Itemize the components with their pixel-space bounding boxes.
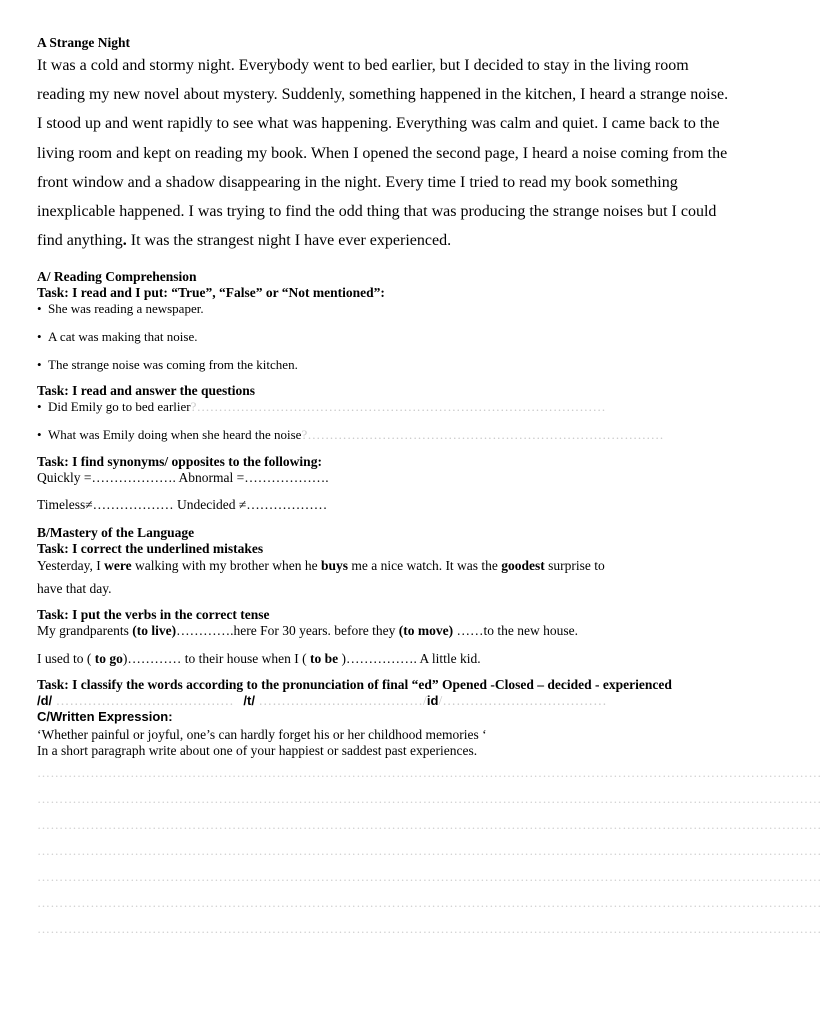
true-false-statement: She was reading a newspaper. <box>48 301 204 317</box>
section-a-heading: A/ Reading Comprehension <box>37 269 197 285</box>
sentence-text: )………… to their house when I ( <box>122 651 310 667</box>
story-period: . <box>122 232 127 250</box>
story-text: It was a cold and stormy night. Everybody went to bed earlier, but I decided to stay in the living room reading my new novel about mystery. Suddenly, something happened in the kitchen, I heard a strange noise. I stood up and went rapidly to see what was happening. Everything was calm and quiet. I came back to the living room and kept on reading my book. When I opened the second page, I heard a noise coming from the front window and a shadow disappearing in the night. Every time I tried to read my book something inexplicable happened. I was trying to find the odd thing that was producing the strange noises but I could find anything <box>37 57 729 250</box>
writing-instruction: In a short paragraph write about one of your happiest or saddest past experiences. <box>37 743 478 759</box>
task-questions-heading: Task: I read and answer the questions <box>37 383 256 399</box>
story-paragraph <box>37 51 731 255</box>
true-false-statement: A cat was making that noise. <box>48 329 198 345</box>
question-text: What was Emily doing when she heard the noise <box>48 427 302 443</box>
task-ed-pronunciation-heading: Task: I classify the words according to the pronunciation of final “ed” Opened -Closed – decided - experienced <box>37 677 672 693</box>
mistakes-sentence <box>37 557 731 575</box>
true-false-item <box>37 301 731 317</box>
writing-line[interactable]: …………………………………………………………………………………………………………………………………………………………… <box>37 895 822 911</box>
task-tense-heading: Task: I put the verbs in the correct tense <box>37 607 270 623</box>
sentence-text: ………….here For 30 years. before they <box>176 623 399 639</box>
writing-area[interactable] <box>37 765 822 937</box>
synonyms-row-2: Timeless≠……………… Undecided ≠……………… <box>37 497 328 513</box>
verb-prompt: (to live) <box>132 623 177 639</box>
section-b-heading: B/Mastery of the Language <box>37 525 195 541</box>
answer-line[interactable]: ?……………………………………………………………………… <box>301 427 664 443</box>
id-sound-answer[interactable]: /……………………………… <box>438 693 607 709</box>
writing-quote: ‘Whether painful or joyful, one’s can hardly forget his or her childhood memories ‘ <box>37 727 487 743</box>
verb-prompt: to be <box>309 651 339 667</box>
sentence-text: I used to ( <box>37 651 95 667</box>
t-sound-answer[interactable]: ………………………………/ <box>254 693 427 709</box>
id-sound-label: id <box>426 693 439 709</box>
true-false-item <box>37 357 731 373</box>
answer-line[interactable]: ?………………………………………………………………………………… <box>190 399 606 415</box>
bullet-icon: • <box>37 427 42 443</box>
true-false-statement: The strange noise was coming from the kitchen. <box>48 357 298 373</box>
sentence-text: Yesterday, I <box>37 558 105 574</box>
question-item <box>37 427 731 443</box>
verb-prompt: to go <box>94 651 123 667</box>
writing-line[interactable]: …………………………………………………………………………………………………………………………………………………………… <box>37 791 822 807</box>
synonyms-row-1: Quickly =………………. Abnormal =………………. <box>37 470 329 486</box>
mistake-word: buys <box>320 558 348 574</box>
writing-line[interactable]: …………………………………………………………………………………………………………………………………………………………… <box>37 921 822 937</box>
sentence-text: surprise to <box>544 558 605 574</box>
tense-sentence-1 <box>37 623 731 639</box>
section-c-heading: C/Written Expression: <box>37 709 173 725</box>
task-synonyms-heading: Task: I find synonyms/ opposites to the following: <box>37 454 322 470</box>
d-sound-label: /d/ <box>37 693 53 709</box>
tense-sentence-2 <box>37 651 731 667</box>
task-correct-mistakes-heading: Task: I correct the underlined mistakes <box>37 541 264 557</box>
task-true-false-heading: Task: I read and I put: “True”, “False” or “Not mentioned”: <box>37 285 385 301</box>
verb-prompt: (to move) <box>398 623 454 639</box>
sentence-text: My grandparents <box>37 623 133 639</box>
writing-line[interactable]: …………………………………………………………………………………………………………………………………………………………… <box>37 843 822 859</box>
sentence-text: ……to the new house. <box>453 623 578 639</box>
bullet-icon: • <box>37 329 42 345</box>
bullet-icon: • <box>37 399 42 415</box>
ed-classification-row <box>37 693 731 709</box>
story-ending: It was the strangest night I have ever experienced. <box>126 232 452 250</box>
t-sound-label: /t/ <box>243 693 255 709</box>
writing-line[interactable]: …………………………………………………………………………………………………………………………………………………………… <box>37 817 822 833</box>
worksheet-page <box>37 34 822 937</box>
writing-line[interactable]: …………………………………………………………………………………………………………………………………………………………… <box>37 869 822 885</box>
bullet-icon: • <box>37 357 42 373</box>
writing-line[interactable]: …………………………………………………………………………………………………………………………………………………………… <box>37 765 822 781</box>
mistake-word: goodest <box>501 558 545 574</box>
sentence-text: )……………. A little kid. <box>338 651 481 667</box>
d-sound-answer[interactable]: ………………………………… <box>52 693 238 709</box>
story-title: A Strange Night <box>37 35 131 50</box>
question-text: Did Emily go to bed earlier <box>48 399 191 415</box>
question-item <box>37 399 731 415</box>
true-false-item <box>37 329 731 345</box>
mistake-word: were <box>104 558 132 574</box>
mistakes-sentence-continued: have that day. <box>37 581 112 597</box>
sentence-text: me a nice watch. It was the <box>347 558 502 574</box>
sentence-text: walking with my brother when he <box>131 558 321 574</box>
bullet-icon: • <box>37 301 42 317</box>
